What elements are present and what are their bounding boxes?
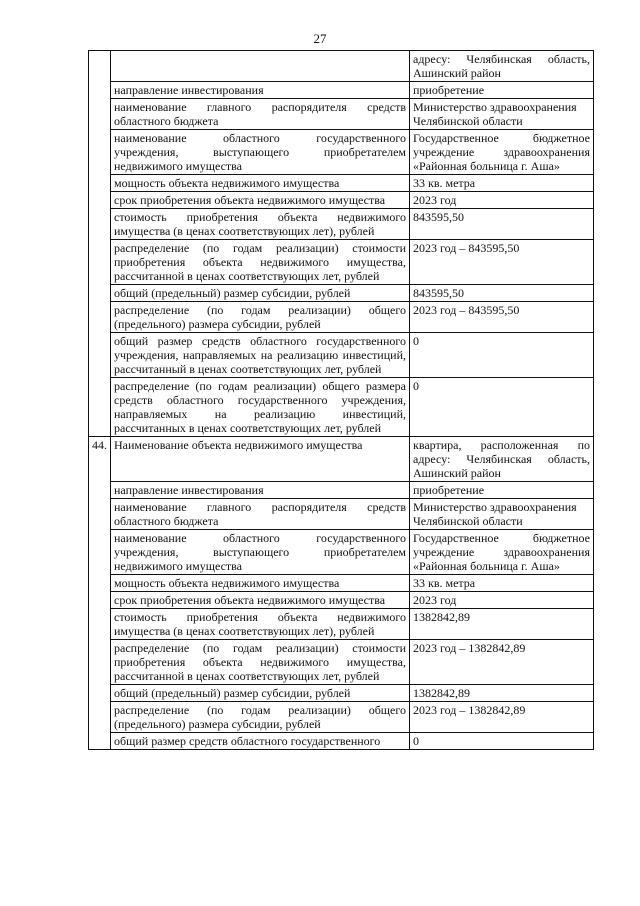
table-row [89, 130, 594, 175]
row-number-cell [89, 209, 111, 240]
row-number-cell [89, 240, 111, 285]
row-name-cell: общий (предельный) размер субсидии, рублей [111, 685, 410, 702]
row-name-cell: наименование областного государственного учреждения, выступающего приобретателем недвижимого имущества [111, 130, 410, 175]
table-row [89, 499, 594, 530]
row-value-cell: 0 [410, 733, 594, 750]
row-value-cell: 2023 год – 843595,50 [410, 240, 594, 285]
row-value-cell: адресу: Челябинская область, Ашинский район [410, 51, 594, 82]
row-value-cell: квартира, расположенная по адресу: Челябинская область, Ашинский район [410, 437, 594, 482]
row-name-cell [111, 51, 410, 82]
row-name-cell: срок приобретения объекта недвижимого имущества [111, 192, 410, 209]
row-name-cell: общий (предельный) размер субсидии, рублей [111, 285, 410, 302]
table-row [89, 733, 594, 750]
row-number-cell [89, 175, 111, 192]
table-row [89, 437, 594, 482]
row-value-cell: 33 кв. метра [410, 575, 594, 592]
table-row [89, 702, 594, 733]
table-row [89, 592, 594, 609]
row-value-cell: Государственное бюджетное учреждение здравоохранения «Районная больница г. Аша» [410, 130, 594, 175]
row-name-cell: направление инвестирования [111, 482, 410, 499]
table-row [89, 609, 594, 640]
row-value-cell: 0 [410, 333, 594, 378]
row-number-cell [89, 378, 111, 437]
row-number-cell [89, 640, 111, 685]
row-name-cell: распределение (по годам реализации) общего (предельного) размера субсидии, рублей [111, 302, 410, 333]
row-value-cell: Государственное бюджетное учреждение здравоохранения «Районная больница г. Аша» [410, 530, 594, 575]
table-row [89, 192, 594, 209]
table-row [89, 82, 594, 99]
row-value-cell: Министерство здравоохранения Челябинской области [410, 499, 594, 530]
row-number-cell [89, 302, 111, 333]
row-name-cell: распределение (по годам реализации) общего (предельного) размера субсидии, рублей [111, 702, 410, 733]
row-number-cell [89, 285, 111, 302]
table-row [89, 240, 594, 285]
table-row [89, 175, 594, 192]
row-name-cell: срок приобретения объекта недвижимого имущества [111, 592, 410, 609]
row-name-cell: Наименование объекта недвижимого имущества [111, 437, 410, 482]
table-row [89, 51, 594, 82]
investment-table [88, 50, 594, 750]
row-name-cell: направление инвестирования [111, 82, 410, 99]
row-name-cell: распределение (по годам реализации) стоимости приобретения объекта недвижимого имущества, рассчитанной в ценах соответствующих лет, рублей [111, 240, 410, 285]
row-name-cell: наименование главного распорядителя средств областного бюджета [111, 499, 410, 530]
row-number-cell [89, 733, 111, 750]
row-number-cell [89, 130, 111, 175]
row-number-cell [89, 609, 111, 640]
row-value-cell: 1382842,89 [410, 609, 594, 640]
row-value-cell: 1382842,89 [410, 685, 594, 702]
table-row [89, 99, 594, 130]
row-value-cell: 2023 год – 1382842,89 [410, 702, 594, 733]
table-row [89, 575, 594, 592]
row-number-cell [89, 702, 111, 733]
table-row [89, 685, 594, 702]
row-value-cell: 2023 год [410, 192, 594, 209]
row-name-cell: общий размер средств областного государственного учреждения, направляемых на реализацию инвестиций, рассчитанный в ценах соответствующих лет, рублей [111, 333, 410, 378]
row-number-cell [89, 685, 111, 702]
row-value-cell: 0 [410, 378, 594, 437]
row-name-cell: распределение (по годам реализации) стоимости приобретения объекта недвижимого имущества, рассчитанной в ценах соответствующих лет, рублей [111, 640, 410, 685]
row-value-cell: 843595,50 [410, 209, 594, 240]
row-value-cell: приобретение [410, 482, 594, 499]
row-value-cell: 843595,50 [410, 285, 594, 302]
row-name-cell: наименование главного распорядителя средств областного бюджета [111, 99, 410, 130]
row-value-cell: 2023 год – 843595,50 [410, 302, 594, 333]
table-row [89, 302, 594, 333]
table-row [89, 285, 594, 302]
table-row [89, 209, 594, 240]
row-number-cell [89, 192, 111, 209]
row-number-cell [89, 99, 111, 130]
row-name-cell: наименование областного государственного учреждения, выступающего приобретателем недвижимого имущества [111, 530, 410, 575]
row-value-cell: приобретение [410, 82, 594, 99]
row-number-cell [89, 499, 111, 530]
table-row [89, 530, 594, 575]
table-row [89, 378, 594, 437]
item-number: 44. [89, 437, 111, 482]
row-value-cell: 33 кв. метра [410, 175, 594, 192]
row-number-cell [89, 333, 111, 378]
row-value-cell: Министерство здравоохранения Челябинской области [410, 99, 594, 130]
table-body [89, 51, 594, 750]
page-number: 27 [313, 31, 327, 46]
row-number-cell [89, 482, 111, 499]
row-number-cell [89, 592, 111, 609]
row-name-cell: стоимость приобретения объекта недвижимого имущества (в ценах соответствующих лет), рублей [111, 209, 410, 240]
row-value-cell: 2023 год [410, 592, 594, 609]
row-name-cell: общий размер средств областного государственного [111, 733, 410, 750]
table-row [89, 333, 594, 378]
row-number-cell [89, 575, 111, 592]
row-number-cell [89, 530, 111, 575]
row-value-cell: 2023 год – 1382842,89 [410, 640, 594, 685]
row-name-cell: распределение (по годам реализации) общего размера средств областного государственного учреждения, направляемых на реализацию инвестиций, рассчитанных в ценах соответствующих лет, рублей [111, 378, 410, 437]
row-name-cell: мощность объекта недвижимого имущества [111, 575, 410, 592]
table-row [89, 482, 594, 499]
row-name-cell: мощность объекта недвижимого имущества [111, 175, 410, 192]
row-number-cell [89, 82, 111, 99]
table-row [89, 640, 594, 685]
row-name-cell: стоимость приобретения объекта недвижимого имущества (в ценах соответствующих лет), рублей [111, 609, 410, 640]
row-number-cell [89, 51, 111, 82]
